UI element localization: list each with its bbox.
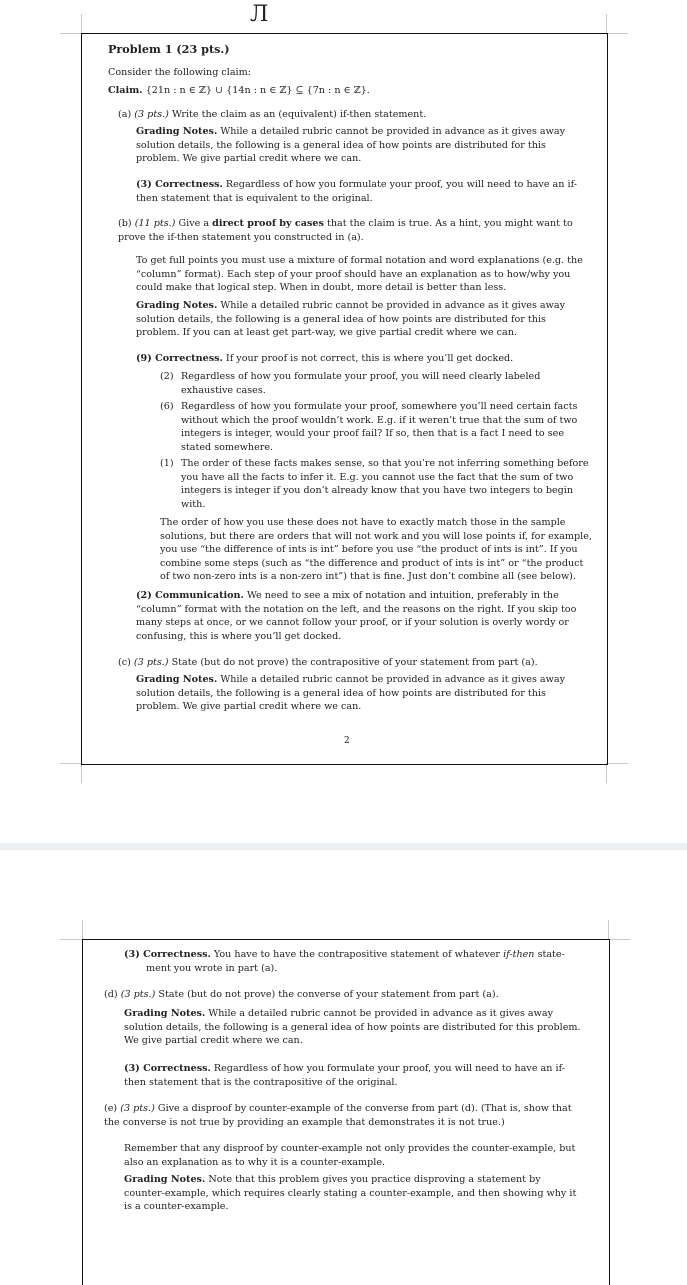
part-a-grading-notes	[136, 125, 592, 166]
communication-title: (2) Communication.	[136, 590, 244, 601]
part-a-text: Write the claim as an (equivalent) if-then statement.	[171, 109, 427, 120]
part-b-prompt	[118, 217, 592, 244]
claim-line	[108, 84, 370, 98]
grading-notes-title: Grading Notes.	[136, 300, 218, 311]
part-c-points: (3 pts.)	[133, 657, 169, 668]
part-e-points: (3 pts.)	[120, 1103, 155, 1114]
correctness-text: You have to have the contrapositive statement of whatever	[213, 949, 501, 960]
part-b-correctness	[136, 352, 592, 366]
grading-notes-text: While a detailed rubric cannot be provided in advance as it gives away solution details, the following is a general idea of how points are distributed for this problem. If you can at least get part-way, we give partial credit where we can.	[136, 300, 566, 339]
part-c-label: (c)	[118, 657, 131, 668]
grading-notes-title: Grading Notes.	[136, 126, 218, 137]
part-b-text-pre: Give a	[178, 218, 210, 229]
part-e-grading-notes	[124, 1173, 584, 1214]
part-b-communication	[136, 589, 592, 643]
criteria-text: The order of these facts makes sense, so that you’re not inferring something before you have all the facts to infer it. E.g. you cannot use the fact that the sum of two integers is integer if you don’t already know that you have two integers to begin with.	[181, 458, 589, 510]
crop-mark	[606, 763, 628, 764]
grading-notes-text: While a detailed rubric cannot be provided in advance as it gives away solution details, the following is a general idea of how points are distributed for this problem. We give partial credit where we can.	[124, 1008, 581, 1047]
part-c-prompt	[118, 656, 592, 670]
crop-mark	[81, 14, 82, 34]
claim-label: Claim.	[108, 85, 143, 96]
correctness-title: (3) Correctness.	[124, 949, 211, 960]
criteria-points: (2)	[160, 371, 174, 382]
part-e-prompt	[104, 1102, 584, 1129]
part-b-instructions: To get full points you must use a mixture of formal notation and word explanations (e.g. the “column” format). Each step of your proof should have an explanation as to how/why you could make that logical step. When in doubt, more detail is better than less.	[136, 255, 583, 294]
crop-mark	[60, 33, 82, 34]
correctness-title: (3) Correctness.	[136, 179, 223, 190]
grading-notes-title: Grading Notes.	[136, 674, 218, 685]
part-d-points: (3 pts.)	[120, 989, 156, 1000]
grading-notes-title: Grading Notes.	[124, 1174, 206, 1185]
grading-notes-text: While a detailed rubric cannot be provided in advance as it gives away solution details, the following is a general idea of how points are distributed for this problem. We give partial credit where we can.	[136, 674, 566, 713]
part-e-remember: Remember that any disproof by counter-example not only provides the counter-example, but also an explanation as to why it is a counter-example.	[124, 1143, 576, 1168]
communication-text: We need to see a mix of notation and intuition, preferably in the “column” format with the notation on the left, and the reasons on the right. If you skip too many steps at once, or we cannot follow your proof, or if your solution is overly wordy or confusing, this is where you’ll get docked.	[136, 590, 577, 642]
part-b-text-post: that the claim is true. As a hint, you might want to prove the if-then statement you constructed in (a).	[118, 218, 573, 243]
part-b-order-note: The order of how you use these does not have to exactly match those in the sample solutions, but there are orders that will not work and you will lose points if, for example, you use “the difference of ints is int” before you use “the product of ints is int”. If you combine some steps (such as “the difference and product of ints is int” or “the product of two non-zero ints is a non-zero int”) that is fine. Just don’t combine all (see below).	[160, 517, 592, 583]
criteria-points: (6)	[160, 401, 174, 412]
correctness-text-end: state-	[537, 949, 565, 960]
part-c-text: State (but do not prove) the contrapositive of your statement from part (a).	[171, 657, 538, 668]
correctness-title: (3) Correctness.	[124, 1063, 211, 1074]
crop-mark	[606, 33, 628, 34]
ifthen-term: if-then	[503, 949, 535, 960]
part-e-text: Give a disproof by counter-example of the converse from part (d). (That is, show that the converse is not true by providing an example that demonstrates it is not true.)	[104, 1103, 572, 1128]
part-c-correctness	[124, 948, 582, 962]
part-a-prompt	[118, 108, 588, 122]
part-b-grading-notes	[136, 299, 592, 340]
part-d-correctness	[124, 1062, 584, 1089]
crop-mark	[60, 939, 83, 940]
part-d-text: State (but do not prove) the converse of your statement from part (a).	[158, 989, 499, 1000]
crop-mark	[608, 939, 630, 940]
part-c-grading-notes	[136, 673, 592, 714]
grading-notes-text: Note that this problem gives you practice disproving a statement by counter-example, which requires clearly stating a counter-example, and then showing why it is a counter-example.	[124, 1174, 577, 1213]
criteria-text: Regardless of how you formulate your proof, you will need clearly labeled exhaustive cases.	[181, 371, 541, 396]
part-b-label: (b)	[118, 218, 132, 229]
page-separator	[0, 843, 687, 850]
claim-intro: Consider the following claim:	[108, 67, 251, 78]
document-page-2	[0, 850, 687, 1280]
problem-title: Problem 1 (23 pts.)	[108, 42, 230, 56]
crop-mark	[606, 14, 607, 34]
part-e-label: (e)	[104, 1103, 118, 1114]
claim-math: {21n : n ∈ ℤ} ∪ {14n : n ∈ ℤ} ⊆ {7n : n ∈ ℤ}.	[145, 85, 370, 96]
grading-notes-title: Grading Notes.	[124, 1008, 206, 1019]
part-d-grading-notes	[124, 1007, 584, 1048]
criteria-points: (1)	[160, 458, 174, 469]
part-d-label: (d)	[104, 989, 118, 1000]
part-a-points: (3 pts.)	[134, 109, 169, 120]
crop-mark	[60, 763, 82, 764]
correctness-text-cont: ment you wrote in part (a).	[146, 963, 278, 974]
correctness-text: Regardless of how you formulate your proof, you will need to have an if-then statement that is equivalent to the original.	[136, 179, 578, 204]
crop-mark	[82, 920, 83, 940]
correctness-title: (9) Correctness.	[136, 353, 223, 364]
part-a-label: (a)	[118, 109, 132, 120]
crop-mark	[81, 763, 82, 783]
correctness-text: Regardless of how you formulate your proof, you will need to have an if-then statement that is the contrapositive of the original.	[124, 1063, 566, 1088]
criteria-text: Regardless of how you formulate your proof, somewhere you’ll need certain facts without which the proof wouldn’t work. E.g. if it weren’t true that the sum of two integers is integer, would your proof fail? If so, then that is a fact I need to see stated somewhere.	[181, 401, 578, 453]
crop-mark	[606, 763, 607, 783]
header-glyph: Л	[250, 2, 269, 27]
grading-notes-text: While a detailed rubric cannot be provided in advance as it gives away solution details, the following is a general idea of how points are distributed for this problem. We give partial credit where we can.	[136, 126, 566, 165]
page-number: 2	[344, 736, 350, 746]
correctness-text: If your proof is not correct, this is where you’ll get docked.	[225, 353, 514, 364]
part-b-points: (11 pts.)	[134, 218, 176, 229]
part-a-correctness	[136, 178, 592, 205]
part-d-prompt	[104, 988, 584, 1002]
crop-mark	[608, 920, 609, 940]
part-b-text-bold: direct proof by cases	[212, 218, 324, 229]
